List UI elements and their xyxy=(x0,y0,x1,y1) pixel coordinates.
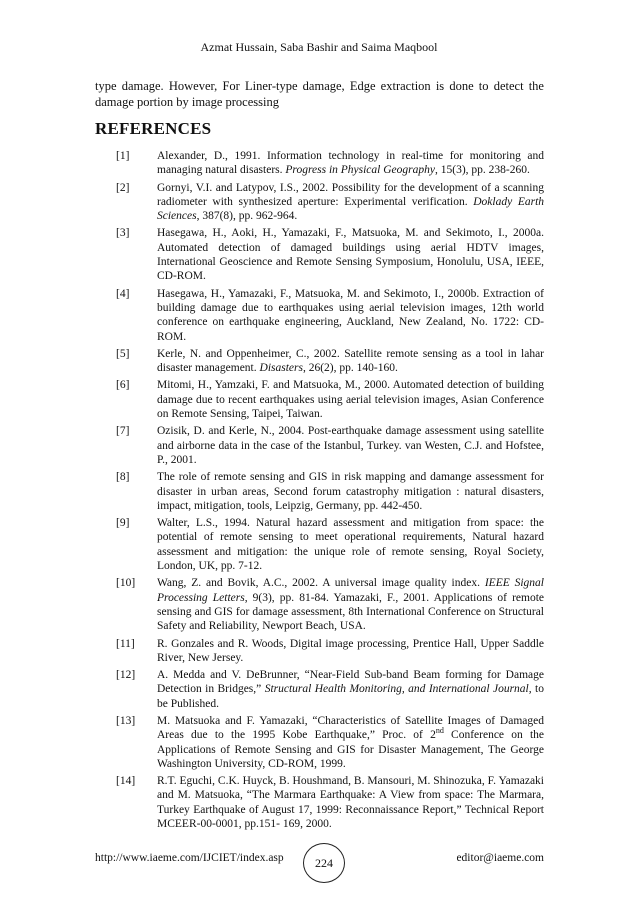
reference-segment: The role of remote sensing and GIS in risk mapping and damange assessment for disaster in urban areas, Second forum catastrophy mitigation : natural disasters, impact, mitigation, tools, Leipzig, Germany, pp. 442-450. xyxy=(157,471,544,512)
reference-segment: Gornyi, V.I. and Latypov, I.S., 2002. Possibility for the development of a scanning radiometer with synthesized aperture: Experimental verification. xyxy=(157,181,544,208)
reference-number: [2] xyxy=(116,181,130,194)
reference-number: [5] xyxy=(116,347,130,360)
reference-item xyxy=(95,576,544,633)
reference-segment: , 26(2), pp. 140-160. xyxy=(302,362,398,375)
reference-segment: R. Gonzales and R. Woods, Digital image processing, Prentice Hall, Upper Saddle River, New Jersey. xyxy=(157,637,544,664)
reference-list xyxy=(95,149,544,834)
reference-segment: A. Medda and V. DeBrunner, “Near-Field Sub-band Beam forming for Damage Detection in Bridges,” xyxy=(157,669,544,696)
page-footer xyxy=(95,848,544,878)
reference-segment: Wang, Z. and Bovik, A.C., 2002. A universal image quality index. xyxy=(157,577,485,590)
intro-paragraph: type damage. However, For Liner-type damage, Edge extraction is done to detect the damage portion by image processing xyxy=(95,79,544,109)
reference-number: [13] xyxy=(116,714,136,727)
reference-segment: Mitomi, H., Yamzaki, F. and Matsuoka, M., 2000. Automated detection of building damage due to recent earthquakes using aerial television images, Asian Conference on Remote Sensing, Taipei, Taiwan. xyxy=(157,379,544,421)
reference-superscript: nd xyxy=(435,726,444,736)
reference-text xyxy=(157,378,544,421)
reference-item xyxy=(95,287,544,344)
running-header: Azmat Hussain, Saba Bashir and Saima Maqbool xyxy=(200,40,438,54)
reference-item xyxy=(95,181,544,224)
reference-number: [4] xyxy=(116,287,130,300)
reference-text xyxy=(157,149,544,178)
reference-text xyxy=(157,516,544,573)
references-heading: REFERENCES xyxy=(95,119,212,138)
reference-item xyxy=(95,470,544,513)
reference-segment: R.T. Eguchi, C.K. Huyck, B. Houshmand, B. Mansouri, M. Shinozuka, F. Yamazaki and M. Matsuoka, “The Marmara Earthquake: A View from space: The Marmara, Turkey Earthquake of August 17, 1999: Reconnaissance Report,” Technical Report MCEER-00-0001, pp.151- 169, 2000. xyxy=(157,775,544,831)
reference-number: [12] xyxy=(116,669,136,682)
reference-item xyxy=(95,347,544,376)
reference-item xyxy=(95,714,544,771)
reference-text xyxy=(157,424,544,467)
reference-journal-title: Structural Health Monitoring, and International Journal, xyxy=(264,683,532,696)
page-number: 224 xyxy=(303,843,345,883)
reference-number: [8] xyxy=(116,471,130,484)
reference-number: [11] xyxy=(116,637,135,650)
reference-item xyxy=(95,668,544,711)
reference-segment: Ozisik, D. and Kerle, N., 2004. Post-earthquake damage assessment using satellite and airborne data in the case of the Istanbul, Turkey. van Westen, C.J. and Hofstee, P., 2001. xyxy=(157,425,544,466)
footer-email-link[interactable]: editor@iaeme.com xyxy=(456,852,544,864)
reference-item xyxy=(95,516,544,573)
reference-text xyxy=(157,287,544,344)
reference-journal-title: Progress in Physical Geography xyxy=(285,164,435,177)
footer-url-link[interactable]: http://www.iaeme.com/IJCIET/index.asp xyxy=(95,852,284,864)
reference-text xyxy=(157,347,544,376)
reference-item xyxy=(95,378,544,421)
reference-number: [6] xyxy=(116,379,130,392)
reference-segment: , 15(3), pp. 238-260. xyxy=(434,164,530,177)
reference-number: [7] xyxy=(116,425,130,438)
reference-journal-title: Doklady Earth Sciences xyxy=(157,195,545,223)
reference-segment: Hasegawa, H., Aoki, H., Yamazaki, F., Matsuoka, M. and Sekimoto, I., 2000a. Automated detection of damaged buildings using aerial HDTV images, International Geoscience and Remote Sensing Symposium, Honolulu, USA, IEEE, CD-ROM. xyxy=(157,227,544,283)
reference-number: [1] xyxy=(116,150,130,162)
reference-text xyxy=(157,226,544,283)
reference-text xyxy=(157,774,544,831)
reference-number: [9] xyxy=(116,517,130,530)
reference-item xyxy=(95,226,544,283)
reference-text xyxy=(157,637,544,666)
reference-segment: Conference on the Applications of Remote Sensing and GIS for Disaster Management, The George Washington University, CD-ROM, 1999. xyxy=(157,729,544,770)
reference-number: [14] xyxy=(116,775,136,788)
reference-journal-title: Disasters xyxy=(259,362,303,375)
reference-text xyxy=(157,181,544,224)
reference-text xyxy=(157,576,544,633)
reference-segment: Kerle, N. and Oppenheimer, C., 2002. Satellite remote sensing as a tool in lahar disaster management. xyxy=(157,347,544,375)
reference-item xyxy=(95,149,544,178)
reference-segment: Walter, L.S., 1994. Natural hazard assessment and mitigation from space: the potential of remote sensing to meet operational requirements, Natural hazard assessment and mitigation: the unique role of remote sensing, Royal Society, London, UK, pp. 7-12. xyxy=(157,517,544,573)
reference-segment: , 9(3), pp. 81-84. Yamazaki, F., 2001. Applications of remote sensing and GIS for damage assessment, 8th International Conference on Structural Safety and Reliability, Newport Beach, USA. xyxy=(157,591,545,633)
reference-text xyxy=(157,470,544,513)
reference-text xyxy=(157,668,544,711)
reference-number: [10] xyxy=(116,577,136,590)
reference-item xyxy=(95,424,544,467)
reference-segment: Hasegawa, H., Yamazaki, F., Matsuoka, M. and Sekimoto, I., 2000b. Extraction of building damage due to earthquakes using aerial television images, 12th world conference on earthquake engineering, Auckland, New Zealand, No. 1722: CD-ROM. xyxy=(157,287,544,343)
reference-item xyxy=(95,774,544,831)
reference-item xyxy=(95,637,544,666)
reference-text xyxy=(157,714,544,771)
reference-segment: Alexander, D., 1991. Information technology in real-time for monitoring and managing natural disasters. xyxy=(157,150,544,177)
reference-number: [3] xyxy=(116,227,130,240)
reference-segment: , 387(8), pp. 962-964. xyxy=(196,210,298,223)
reference-journal-title: IEEE Signal Processing Letters xyxy=(157,577,544,604)
reference-segment: M. Matsuoka and F. Yamazaki, “Characteristics of Satellite Images of Damaged Areas due to the 1995 Kobe Earthquake,” Proc. of 2 xyxy=(157,714,544,742)
reference-segment: to be Published. xyxy=(157,683,544,710)
